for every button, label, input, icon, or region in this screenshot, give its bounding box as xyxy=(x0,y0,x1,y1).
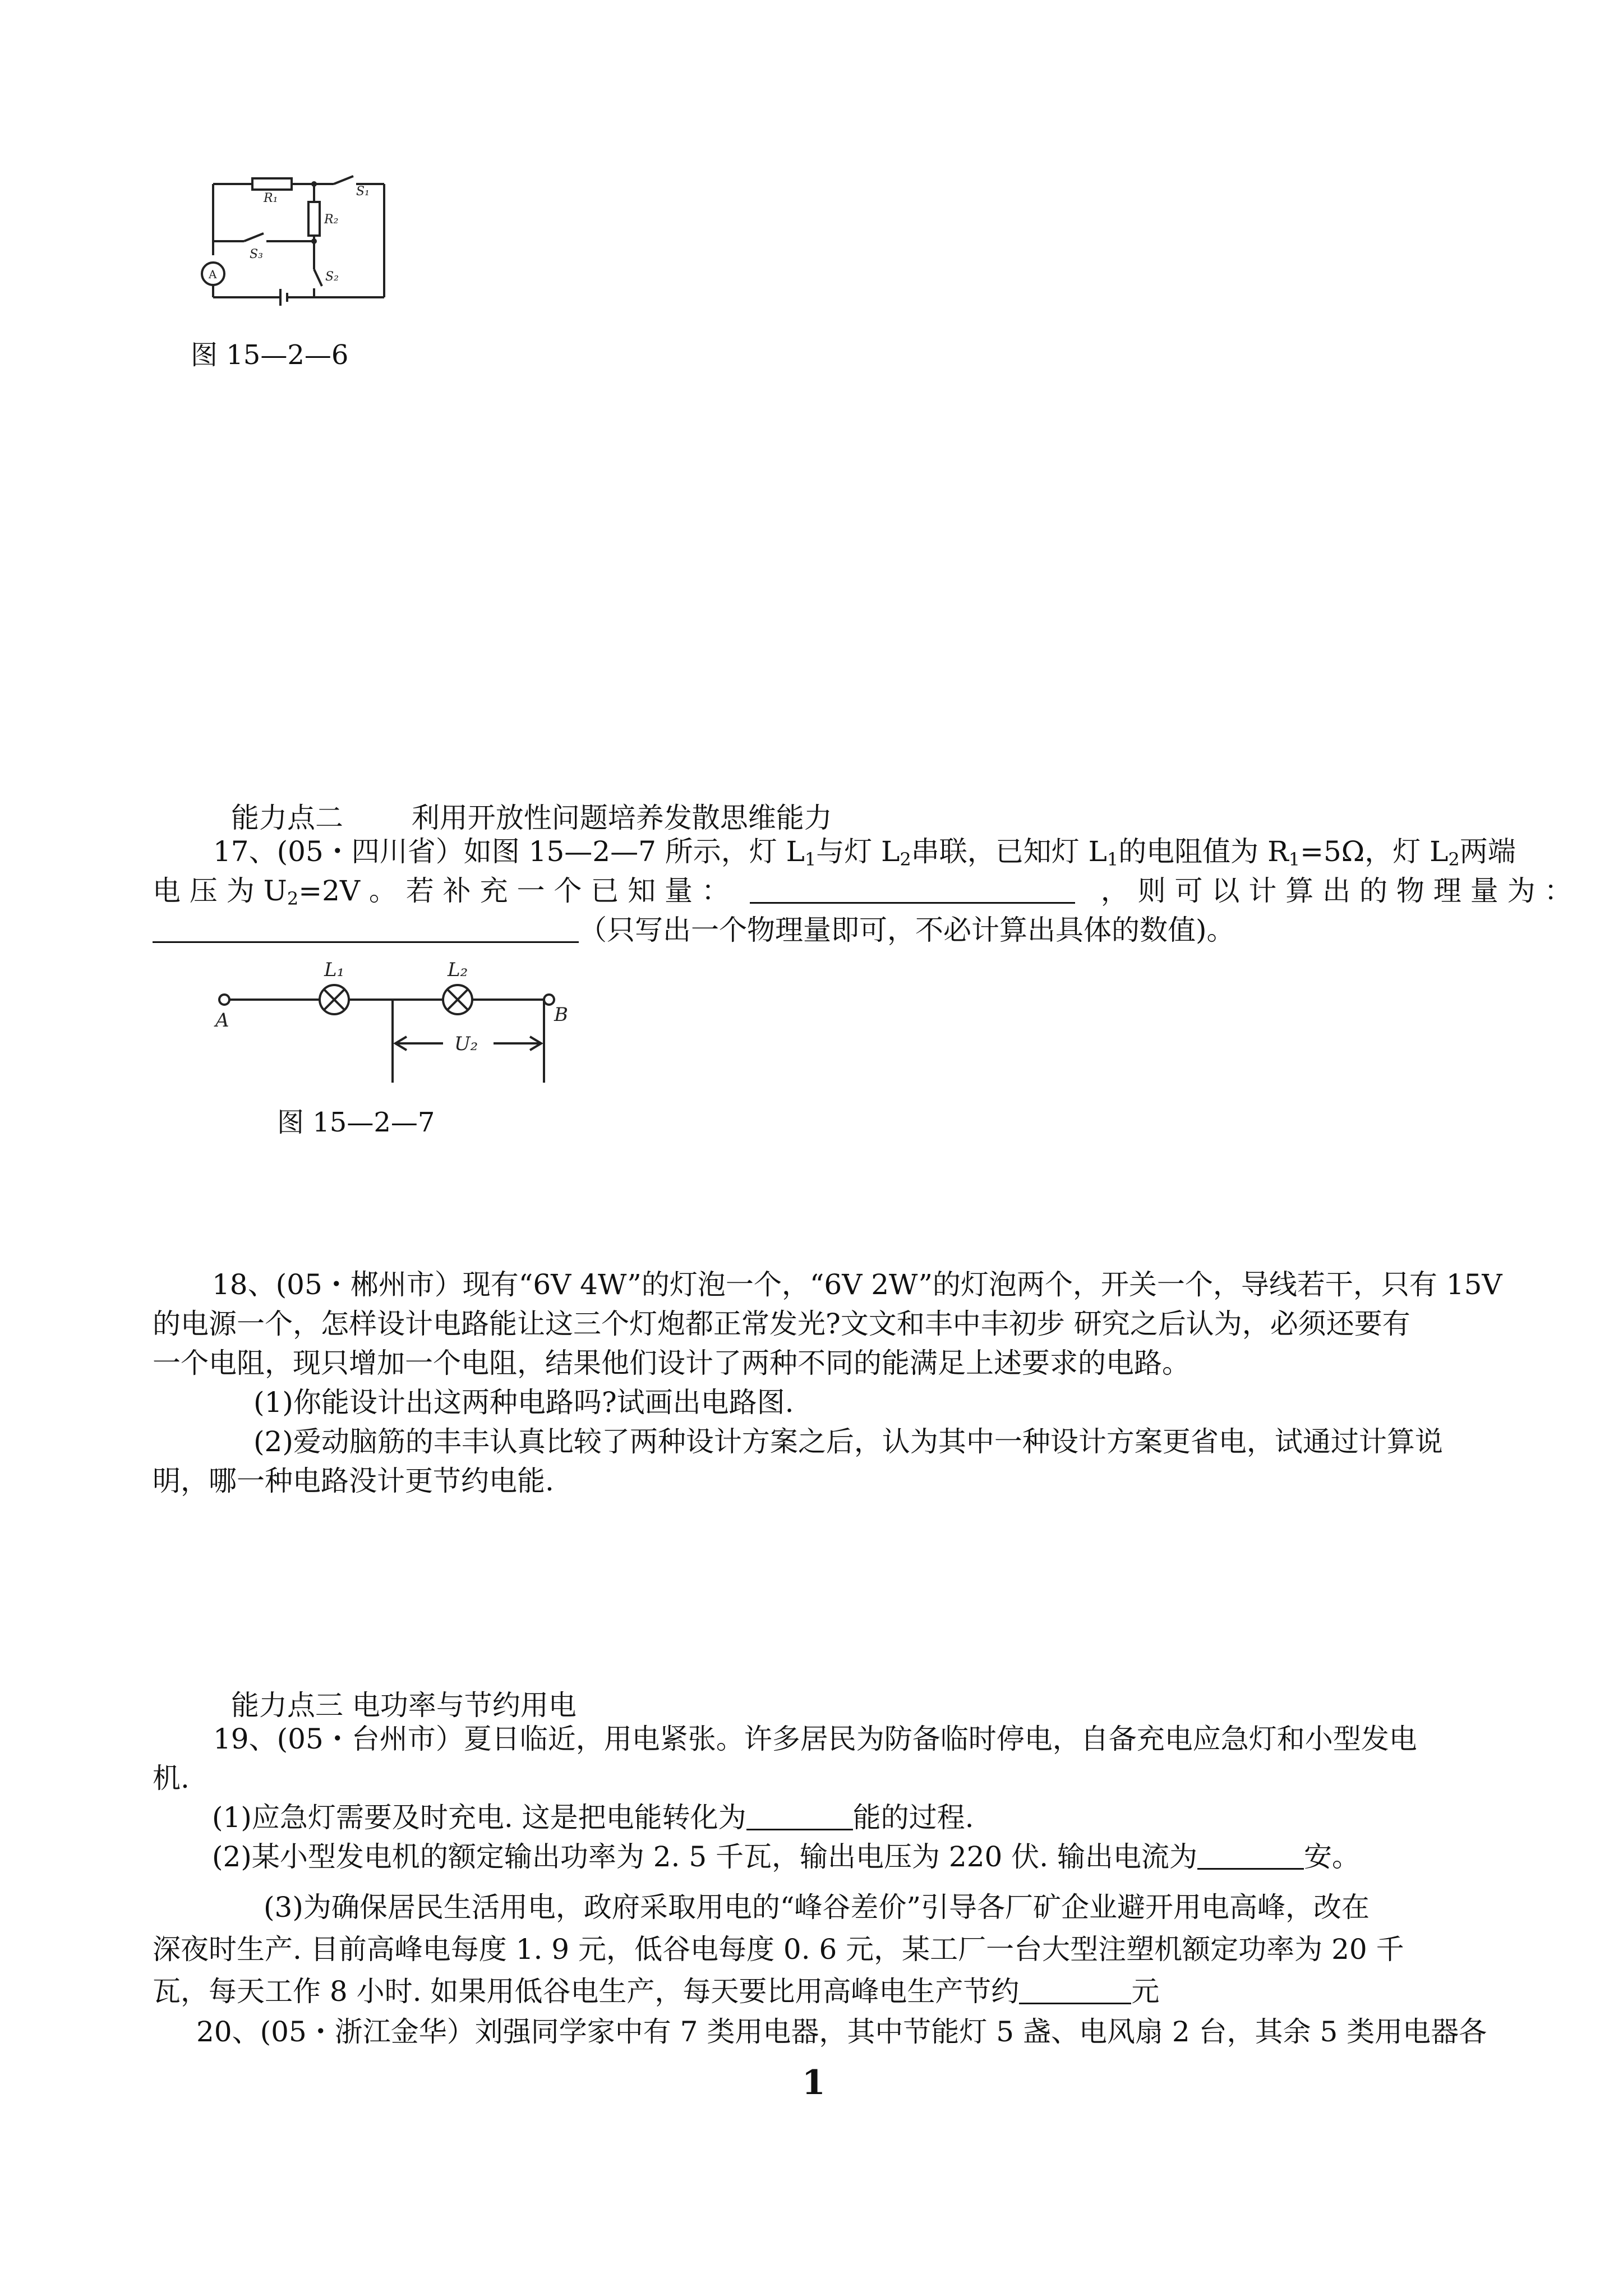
circuit-diagram-15-2-7 xyxy=(208,948,600,1088)
label-b: B xyxy=(554,1004,568,1026)
label-ammeter: A xyxy=(209,268,217,281)
label-r1: R₁ xyxy=(264,191,278,205)
label-l2: L₂ xyxy=(448,959,468,981)
q17-answer-blank-1[interactable] xyxy=(750,876,1075,904)
q18-part-2-cont: 明，哪一种电路没计更节约电能. xyxy=(153,1465,554,1497)
q19-line-1: 19、(05・台州市）夏日临近，用电紧张。许多居民为防备临时停电，自备充电应急灯和小型发电 xyxy=(213,1723,1417,1755)
q19-part-3-line-2: 深夜时生产. 目前高峰电每度 1. 9 元，低谷电每度 0. 6 元，某工厂一台大型注塑机额定功率为 20 千 xyxy=(153,1933,1404,1966)
q19-part-1: (1)应急灯需要及时充电. 这是把电能转化为 能的过程. xyxy=(212,1801,974,1834)
figure-caption-15-2-7: 图 15—2—7 xyxy=(277,1107,435,1138)
q17-line-1: 17、(05・四川省）如图 15—2—7 所示，灯 $L_1$与灯 $L_2$串联，已知灯 $L_1$的电阻值为 $R_1=5\Omega$，灯 $L_2$两端 xyxy=(213,835,1516,870)
label-s3: S₃ xyxy=(250,247,263,261)
q17-line-2: 电 压 为 $U_2=2V$ 。 若 补 充 一 个 已 知 量 ： ， 则 可 以 计 算 出 的 物 理 量 为 ： xyxy=(153,875,1573,909)
q20-line-1: 20、(05・浙江金华）刘强同学家中有 7 类用电器，其中节能灯 5 盏、电风扇 2 台，其余 5 类用电器各 xyxy=(196,2016,1487,2048)
q18-part-2: (2)爱动脑筋的丰丰认真比较了两种设计方案之后，认为其中一种设计方案更省电，试通过计算说 xyxy=(253,1425,1443,1458)
q19-answer-blank-3[interactable] xyxy=(1019,1977,1131,2004)
section-heading-2-label: 能力点二 xyxy=(231,802,343,834)
label-s2: S₂ xyxy=(325,270,339,284)
q18-line-1: 18、(05・郴州市）现有“6V 4W”的灯泡一个，“6V 2W”的灯泡两个，开关一个，导线若干，只有 15V xyxy=(212,1268,1502,1301)
label-s1: S₁ xyxy=(356,185,370,199)
page-number: 1 xyxy=(802,2063,826,2102)
q19-part-3-line-1: (3)为确保居民生活用电，政府采取用电的“峰谷差价”引导各厂矿企业避开用电高峰，改在 xyxy=(264,1891,1370,1924)
q17-line-3: （只写出一个物理量即可，不必计算出具体的数值)。 xyxy=(153,913,1235,947)
label-r2: R₂ xyxy=(324,213,339,227)
q19-line-2: 机. xyxy=(153,1762,190,1795)
label-u2: U₂ xyxy=(454,1033,478,1055)
section-heading-3: 能力点三 电功率与节约用电 xyxy=(231,1689,577,1722)
circuit-diagram-15-2-6 xyxy=(185,168,398,314)
q19-part-2: (2)某小型发电机的额定输出功率为 2. 5 千瓦，输出电压为 220 伏. 输出电流为 安。 xyxy=(212,1841,1361,1873)
figure-caption-15-2-6: 图 15—2—6 xyxy=(191,339,349,371)
section-heading-2-title: 利用开放性问题培养发散思维能力 xyxy=(411,802,832,834)
q17-answer-blank-2[interactable] xyxy=(153,915,579,943)
label-a: A xyxy=(215,1009,229,1032)
q18-part-1: (1)你能设计出这两种电路吗?试画出电路图. xyxy=(253,1386,794,1419)
q19-answer-blank-1[interactable] xyxy=(746,1803,853,1830)
q19-part-3-line-3: 瓦，每天工作 8 小时. 如果用低谷电生产，每天要比用高峰电生产节约 元 xyxy=(153,1975,1160,2008)
section-heading-2 xyxy=(231,795,832,836)
q19-answer-blank-2[interactable] xyxy=(1197,1842,1304,1870)
q18-line-3: 一个电阻，现只增加一个电阻，结果他们设计了两种不同的能满足上述要求的电路。 xyxy=(153,1347,1190,1379)
q18-line-2: 的电源一个，怎样设计电路能让这三个灯炮都正常发光?文文和丰中丰初步 研究之后认为，必须还要有 xyxy=(153,1308,1410,1340)
label-l1: L₁ xyxy=(324,959,345,981)
